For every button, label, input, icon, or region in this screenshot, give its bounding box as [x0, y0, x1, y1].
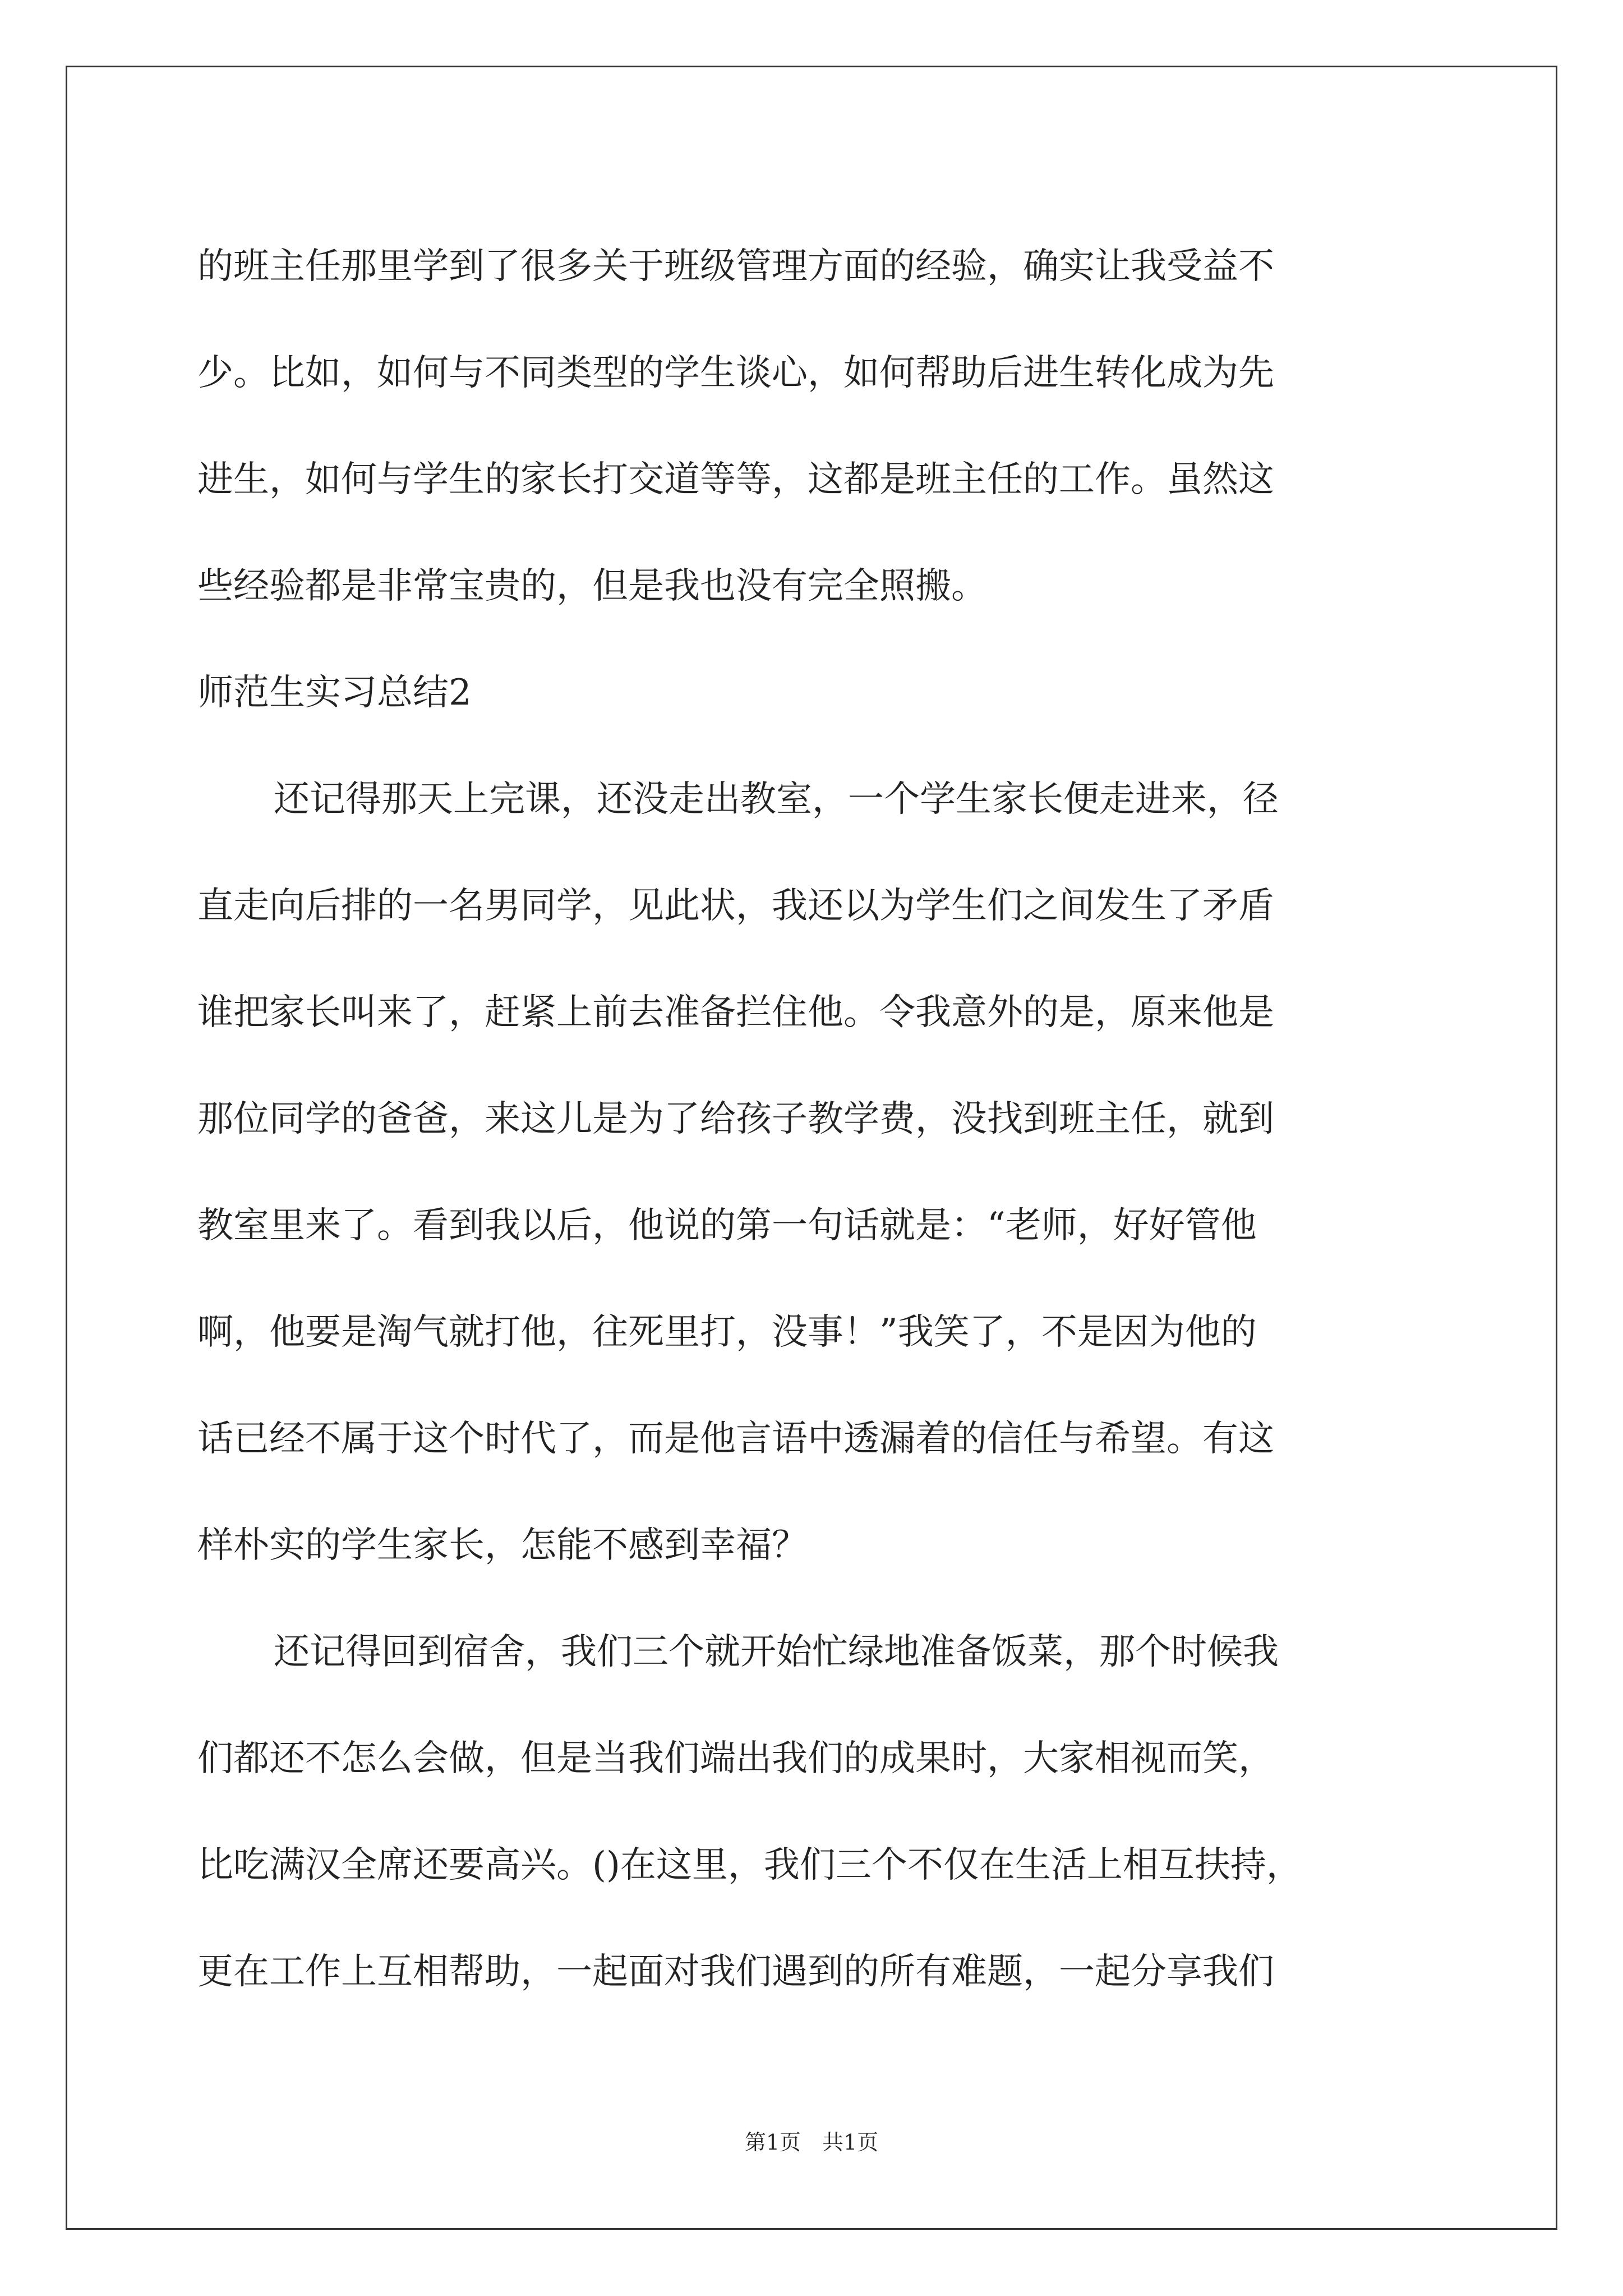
text-line: 样朴实的学生家长，怎能不感到幸福？	[197, 1525, 808, 1566]
document-body	[197, 213, 1431, 2025]
text-line: 更在工作上互相帮助，一起面对我们遇到的所有难题，一起分享我们	[197, 1951, 1274, 1993]
text-line: 些经验都是非常宝贵的，但是我也没有完全照搬。	[197, 565, 987, 607]
paragraph-1	[197, 213, 1431, 639]
page-number-footer: 第1页 共1页	[744, 2130, 879, 2155]
paragraph-2	[197, 746, 1431, 1599]
text-line: 直走向后排的一名男同学，见此状，我还以为学生们之间发生了矛盾	[197, 885, 1274, 927]
text-line: 教室里来了。看到我以后，他说的第一句话就是：“老师，好好管他	[197, 1205, 1257, 1246]
section-heading: 师范生实习总结2	[197, 672, 472, 714]
text-line: 们都还不怎么会做，但是当我们端出我们的成果时，大家相视而笑，	[197, 1738, 1274, 1779]
text-line: 啊，他要是淘气就打他，往死里打，没事！”我笑了，不是因为他的	[197, 1312, 1257, 1353]
text-line: 进生，如何与学生的家长打交道等等，这都是班主任的工作。虽然这	[197, 459, 1274, 500]
text-line: 还记得回到宿舍，我们三个就开始忙绿地准备饭菜，那个时候我	[274, 1631, 1279, 1673]
text-line: 那位同学的爸爸，来这儿是为了给孩子教学费，没找到班主任，就到	[197, 1098, 1274, 1140]
text-line: 谁把家长叫来了，赶紧上前去准备拦住他。令我意外的是，原来他是	[197, 992, 1274, 1033]
text-line: 少。比如，如何与不同类型的学生谈心，如何帮助后进生转化成为先	[197, 352, 1274, 394]
text-line: 比吃满汉全席还要高兴。()在这里，我们三个不仅在生活上相互扶持，	[197, 1844, 1302, 1886]
paragraph-3	[197, 1599, 1431, 2025]
text-line: 话已经不属于这个时代了，而是他言语中透漏着的信任与希望。有这	[197, 1418, 1274, 1460]
text-line: 还记得那天上完课，还没走出教室，一个学生家长便走进来，径	[274, 779, 1279, 820]
text-line: 的班主任那里学到了很多关于班级管理方面的经验，确实让我受益不	[197, 246, 1274, 287]
